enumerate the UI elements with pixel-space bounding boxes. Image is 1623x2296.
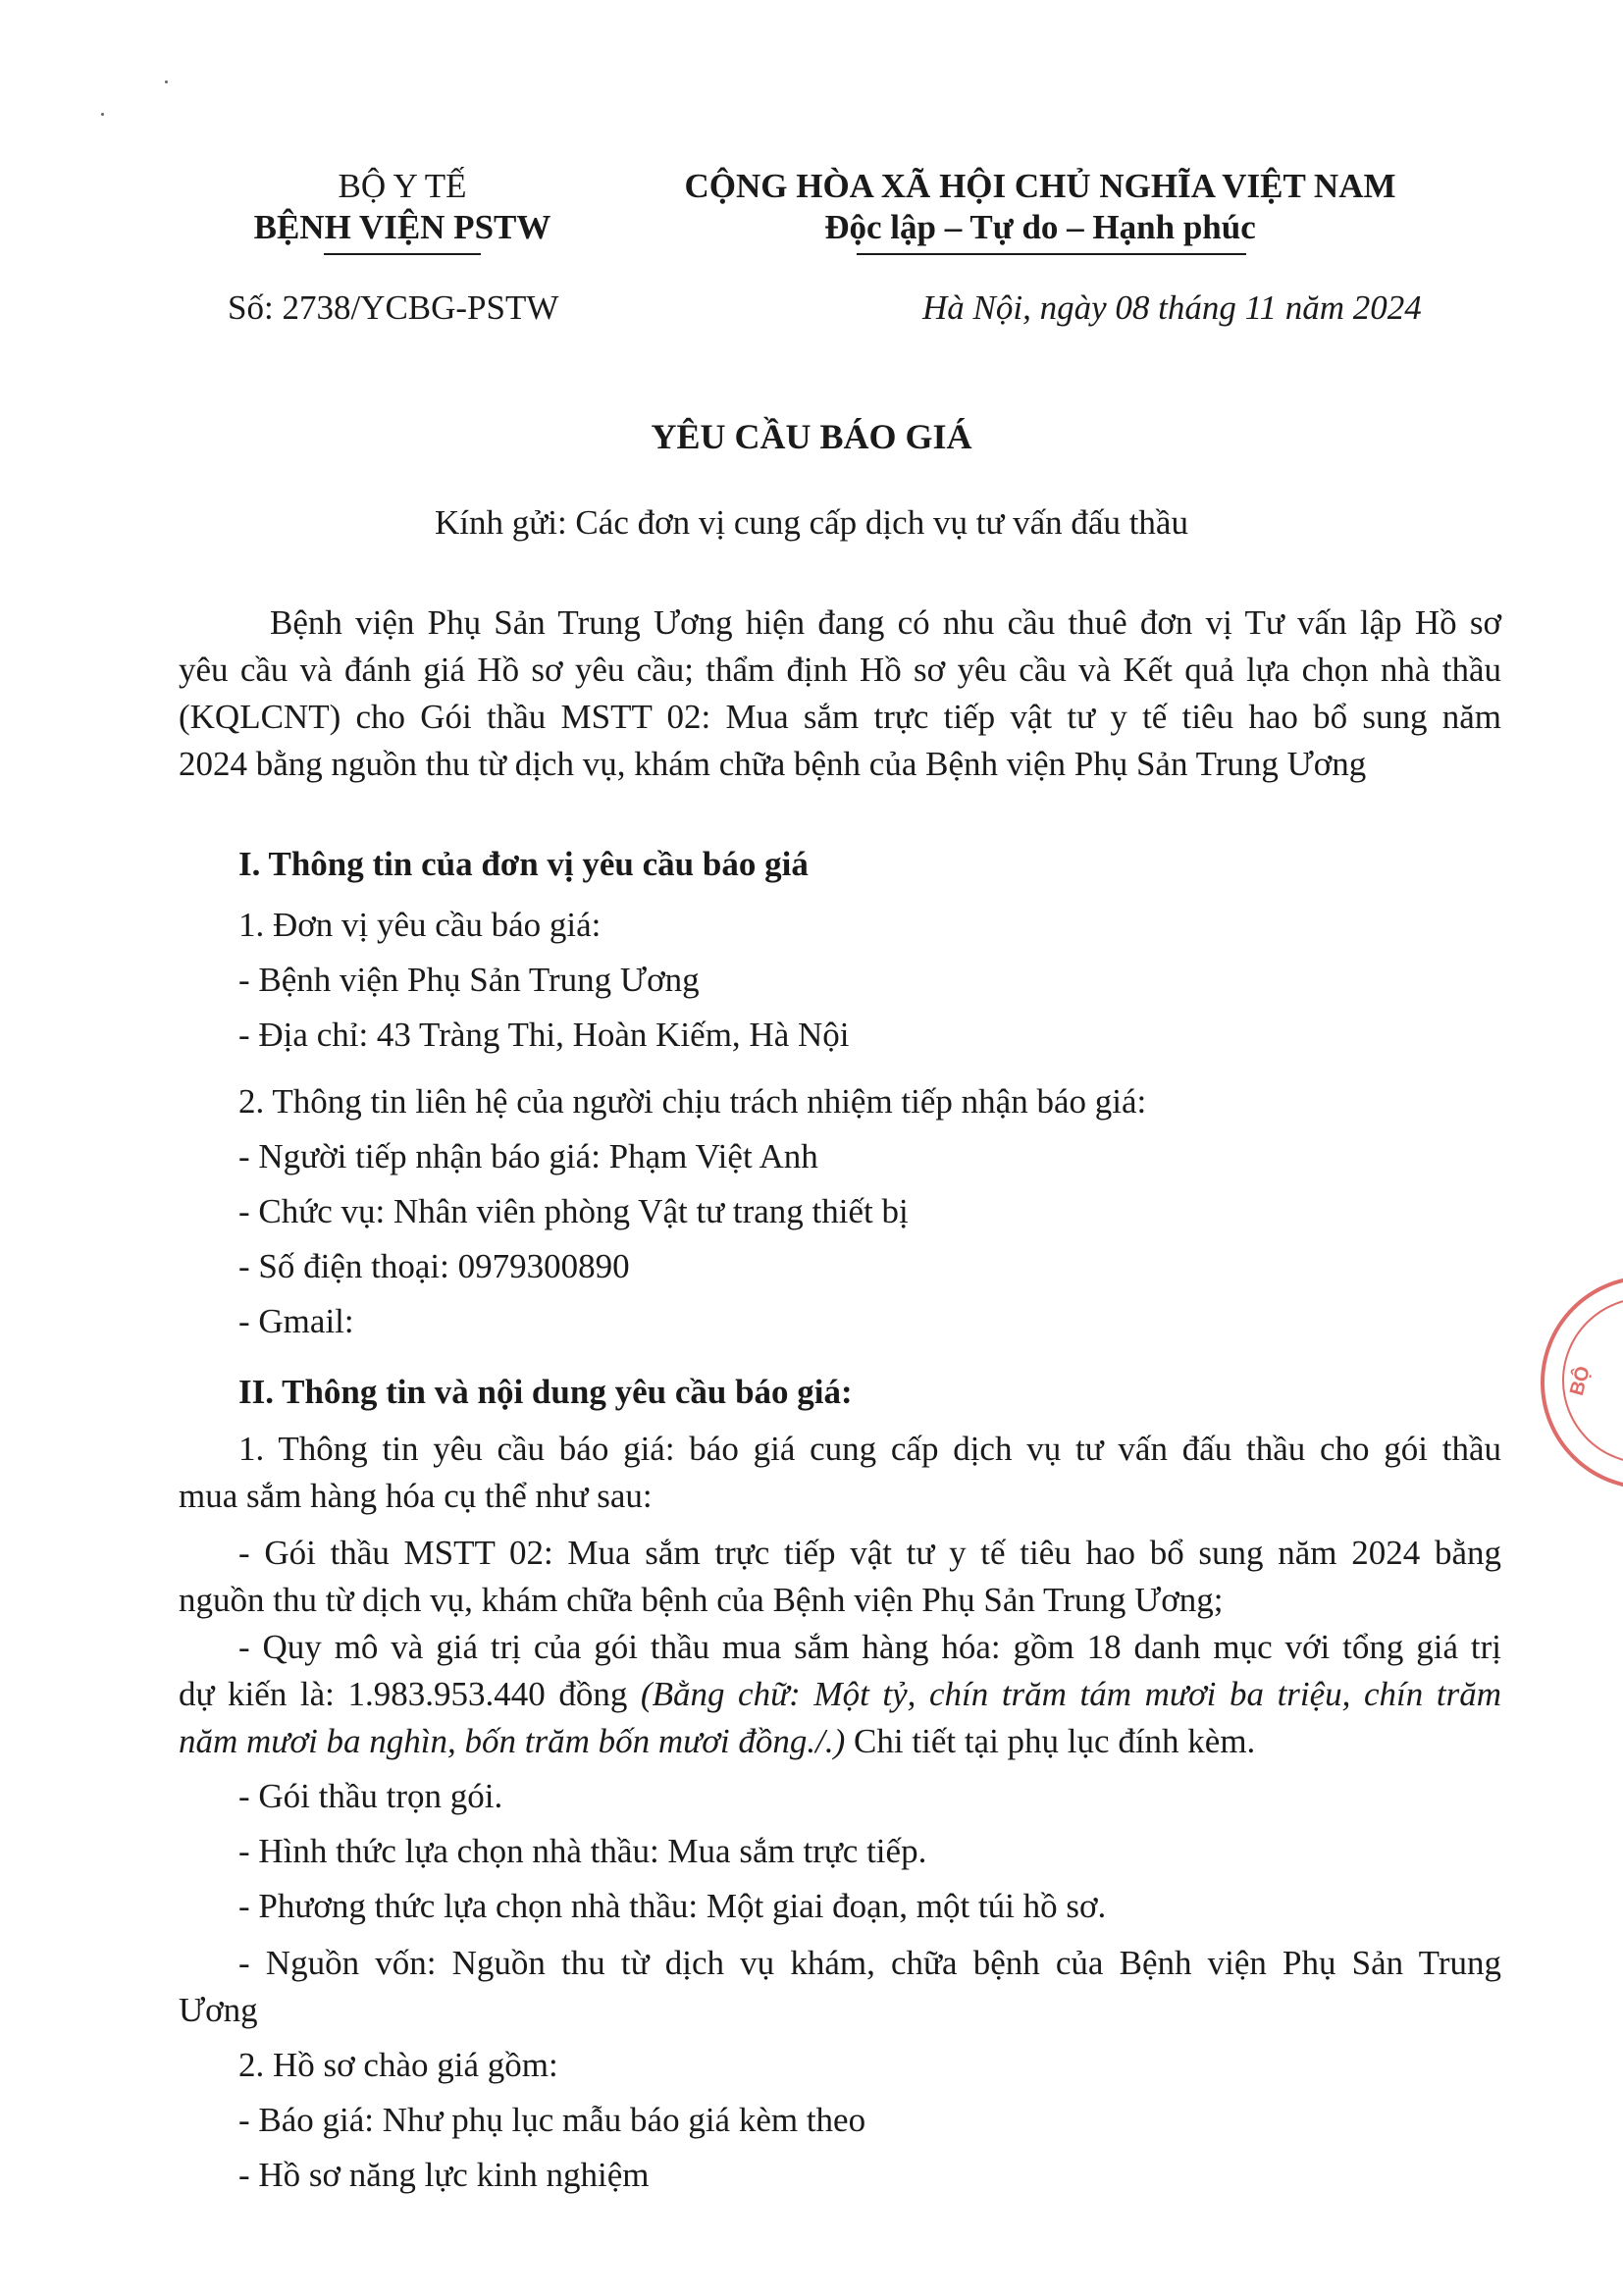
section2-line: - Báo giá: Như phụ lục mẫu báo giá kèm theo (238, 2101, 866, 2139)
section1-line: - Bệnh viện Phụ Sản Trung Ương (238, 961, 700, 999)
section2-line: mua sắm hàng hóa cụ thể như sau: (179, 1477, 653, 1515)
section2-line: Ương (179, 1991, 258, 2029)
section2-line: - Gói thầu MSTT 02: Mua sắm trực tiếp vật tư y tế tiêu hao bổ sung năm 2024 bằng (238, 1534, 1501, 1572)
hospital-name: BỆNH VIỆN PSTW (253, 208, 551, 246)
section2-line: - Nguồn vốn: Nguồn thu từ dịch vụ khám, chữa bệnh của Bệnh viện Phụ Sản Trung (238, 1944, 1501, 1982)
section1-heading: I. Thông tin của đơn vị yêu cầu báo giá (238, 845, 809, 883)
appendix-note: Chi tiết tại phụ lục đính kèm. (845, 1722, 1256, 1760)
section2-line: - Quy mô và giá trị của gói thầu mua sắm hàng hóa: gồm 18 danh mục với tổng giá trị (238, 1628, 1501, 1666)
intro-line: 2024 bằng nguồn thu từ dịch vụ, khám chữa bệnh của Bệnh viện Phụ Sản Trung Ương (179, 745, 1367, 783)
section2-line (179, 1719, 1255, 1764)
national-motto: Độc lập – Tự do – Hạnh phúc (824, 208, 1256, 246)
section1-line: - Gmail: (238, 1302, 354, 1340)
section2-line: 2. Hồ sơ chào giá gồm: (238, 2046, 558, 2084)
intro-line: yêu cầu và đánh giá Hồ sơ yêu cầu; thẩm định Hồ sơ yêu cầu và Kết quả lựa chọn nhà thầu (179, 651, 1501, 689)
hospital-underline (324, 253, 481, 255)
section2-line: - Phương thức lựa chọn nhà thầu: Một giai đoạn, một túi hồ sơ. (238, 1887, 1107, 1925)
value-in-words: năm mươi ba nghìn, bốn trăm bốn mươi đồng./.) (179, 1722, 846, 1760)
ministry-name: BỘ Y TẾ (338, 167, 467, 205)
section2-line: 1. Thông tin yêu cầu báo giá: báo giá cung cấp dịch vụ tư vấn đấu thầu cho gói thầu (238, 1430, 1501, 1468)
section2-line: - Hình thức lựa chọn nhà thầu: Mua sắm trực tiếp. (238, 1832, 927, 1870)
country-name: CỘNG HÒA XÃ HỘI CHỦ NGHĨA VIỆT NAM (684, 167, 1396, 205)
section2-heading: II. Thông tin và nội dung yêu cầu báo giá: (238, 1373, 853, 1411)
document-number: Số: 2738/YCBG-PSTW (228, 288, 559, 327)
official-seal (1541, 1276, 1623, 1489)
estimated-value: dự kiến là: 1.983.953.440 đồng (179, 1675, 641, 1713)
section2-line: nguồn thu từ dịch vụ, khám chữa bệnh của Bệnh viện Phụ Sản Trung Ương; (179, 1581, 1224, 1619)
seal-inner-ring (1562, 1297, 1623, 1464)
intro-line: (KQLCNT) cho Gói thầu MSTT 02: Mua sắm trực tiếp vật tư y tế tiêu hao bổ sung năm (179, 698, 1501, 736)
scan-speck (165, 80, 168, 83)
section2-line: - Gói thầu trọn gói. (238, 1777, 503, 1815)
document-title: YÊU CẦU BÁO GIÁ (651, 417, 972, 456)
section1-line: - Chức vụ: Nhân viên phòng Vật tư trang thiết bị (238, 1192, 909, 1230)
section2-line (179, 1672, 1501, 1717)
motto-underline (857, 253, 1246, 255)
section1-line: 2. Thông tin liên hệ của người chịu trách nhiệm tiếp nhận báo giá: (238, 1082, 1147, 1121)
section1-line: - Địa chỉ: 43 Tràng Thi, Hoàn Kiếm, Hà Nội (238, 1016, 850, 1054)
seal-text: BỘ (1566, 1364, 1596, 1398)
place-and-date: Hà Nội, ngày 08 tháng 11 năm 2024 (922, 288, 1422, 327)
section1-line: - Số điện thoại: 0979300890 (238, 1247, 630, 1285)
recipient-line: Kính gửi: Các đơn vị cung cấp dịch vụ tư vấn đấu thầu (435, 503, 1188, 542)
value-in-words: (Bằng chữ: Một tỷ, chín trăm tám mươi ba triệu, chín trăm (640, 1675, 1501, 1713)
section2-line: - Hồ sơ năng lực kinh nghiệm (238, 2156, 650, 2194)
section1-line: 1. Đơn vị yêu cầu báo giá: (238, 906, 602, 944)
scan-speck (101, 113, 104, 116)
section1-line: - Người tiếp nhận báo giá: Phạm Việt Anh (238, 1137, 818, 1175)
intro-line: Bệnh viện Phụ Sản Trung Ương hiện đang có nhu cầu thuê đơn vị Tư vấn lập Hồ sơ (270, 603, 1501, 642)
